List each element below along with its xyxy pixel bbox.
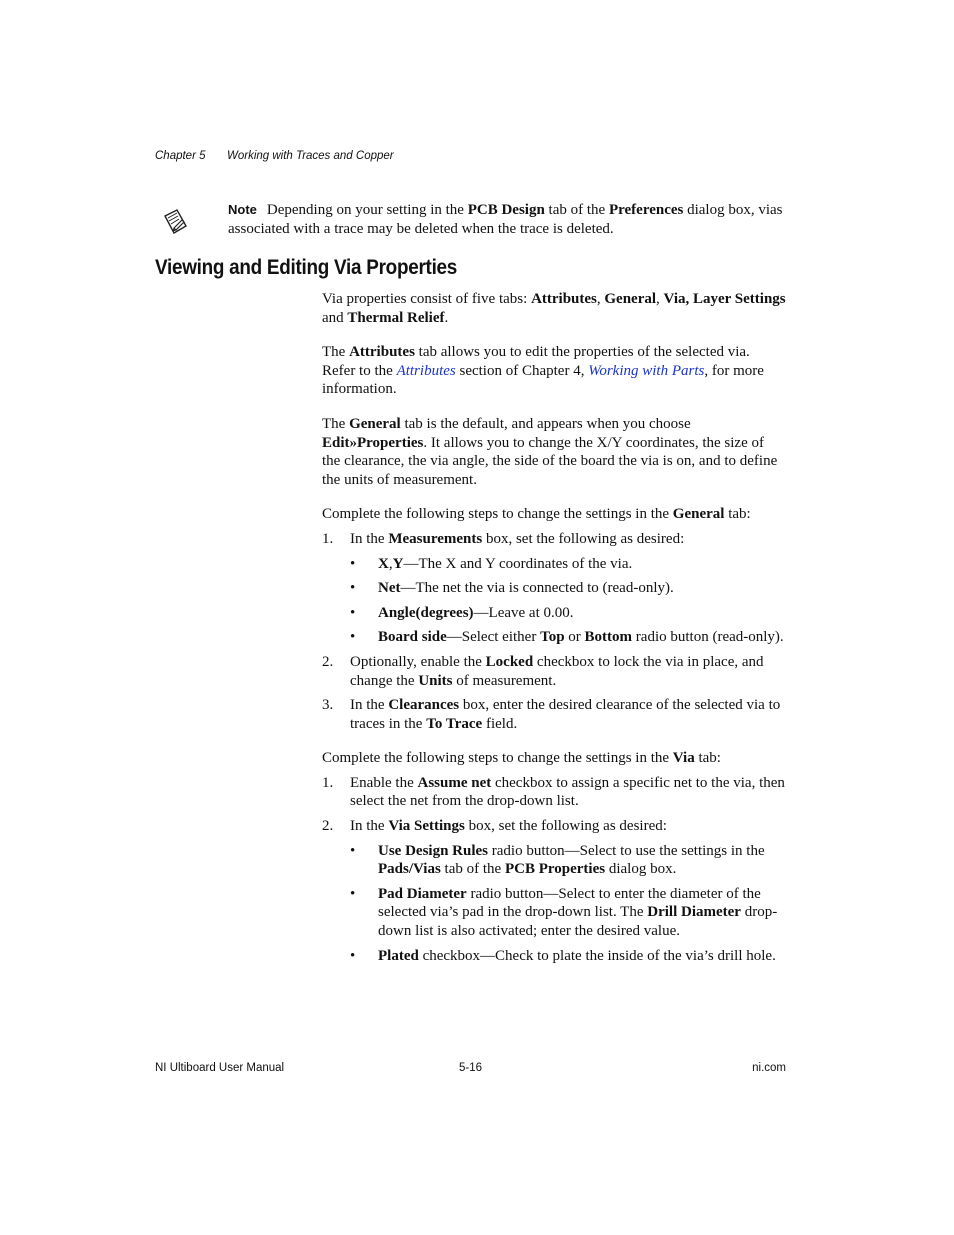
text: tab is the default, and appears when you choose	[400, 415, 691, 432]
text: ,	[388, 555, 393, 572]
list-item	[350, 579, 786, 598]
paragraph-via-steps-intro	[322, 749, 786, 768]
bold-text: Plated	[378, 947, 419, 964]
text: . It allows you to change the X/Y coordinates, the size of the clearance, the via angle, the side of the board the via is on, and to define the units of measurement.	[322, 434, 778, 488]
text: section of Chapter 4,	[455, 362, 589, 379]
text: ,	[656, 291, 664, 307]
bold-text: Via	[672, 750, 695, 767]
bold-text: Board side	[378, 629, 447, 646]
bold-text: General	[672, 506, 725, 523]
text: —Leave at 0.00.	[473, 604, 574, 621]
text: checkbox—Check to plate the inside of the via’s drill hole.	[418, 947, 776, 964]
step-number: 2.	[322, 653, 334, 670]
text: radio button—Select to use the settings in the	[488, 842, 765, 859]
bold-text: Edit»Properties	[322, 434, 424, 451]
bold-text: Via, Layer Settings	[663, 291, 786, 307]
bold-text: Drill Diameter	[647, 904, 741, 921]
text: In the	[350, 530, 389, 547]
text: radio button—Select to enter the diameter of the selected via’s pad in the drop-down list. The	[378, 885, 761, 921]
note-bold-preferences: Preferences	[608, 202, 684, 218]
list-item	[322, 653, 786, 690]
bold-text: Thermal Relief	[347, 309, 445, 326]
note-label: Note	[228, 202, 257, 217]
via-steps-list	[322, 774, 786, 965]
bold-text: General	[349, 415, 401, 432]
bullet: •	[350, 555, 356, 572]
paragraph-general-steps-intro	[322, 505, 786, 524]
text: field.	[482, 715, 518, 732]
text: checkbox to lock the via in place, and change the	[350, 653, 764, 689]
text: , for more information.	[322, 362, 764, 398]
step-number: 1.	[322, 530, 334, 547]
paragraph-attributes-tab	[322, 343, 786, 399]
bold-text: Clearances	[388, 697, 460, 714]
list-item	[350, 947, 786, 966]
text: —The net the via is connected to (read-only).	[400, 580, 674, 597]
list-item	[350, 555, 786, 574]
bold-text: Use Design Rules	[378, 842, 489, 859]
bullet: •	[350, 947, 356, 964]
text: Via properties consist of five tabs:	[322, 291, 532, 307]
text: Optionally, enable the	[350, 653, 486, 670]
bullet: •	[350, 885, 356, 902]
via-settings-bullets	[350, 842, 786, 966]
measurements-bullets	[350, 555, 786, 647]
section-title: Viewing and Editing Via Properties	[155, 256, 458, 279]
text: The	[322, 415, 350, 432]
list-item	[322, 696, 786, 733]
list-item	[350, 604, 786, 623]
note-text-2: tab of the	[544, 202, 609, 218]
text: .	[444, 309, 449, 326]
bold-text: Angle(degrees)	[378, 604, 474, 621]
bold-text: Via Settings	[388, 818, 465, 835]
bold-text: Locked	[485, 653, 534, 670]
text: Enable the	[350, 774, 418, 791]
text: checkbox to assign a specific net to the via, then select the net from the drop-down list.	[350, 774, 785, 810]
note-text-1: Depending on your setting in the	[266, 202, 468, 218]
text: of measurement.	[452, 672, 557, 689]
text: tab of the	[440, 861, 505, 878]
text: box, set the following as desired:	[482, 530, 685, 547]
bold-text: Pads/Vias	[378, 861, 441, 878]
list-item	[350, 628, 786, 647]
text: radio button (read-only).	[632, 629, 784, 646]
text: —Select either	[446, 629, 541, 646]
list-item	[322, 774, 786, 811]
bullet: •	[350, 629, 356, 646]
bold-text: Attributes	[531, 291, 597, 307]
text: In the	[350, 697, 389, 714]
text: drop-down list is also activated; enter the desired value.	[378, 904, 778, 940]
paragraph-general-tab	[322, 415, 786, 489]
text: tab:	[694, 750, 721, 767]
text: box, enter the desired clearance of the selected via to traces in the	[350, 697, 781, 732]
bold-text: PCB Properties	[504, 861, 606, 878]
list-item	[322, 817, 786, 965]
bold-text: Bottom	[584, 629, 633, 646]
text: Complete the following steps to change the settings in the	[322, 750, 673, 767]
note-paragraph	[228, 200, 788, 239]
text: and	[322, 309, 348, 326]
bullet: •	[350, 580, 356, 597]
bold-text: X	[378, 555, 389, 572]
header-title: Working with Traces and Copper	[227, 150, 394, 162]
bold-text: Y	[392, 555, 404, 572]
bold-text: General	[604, 291, 657, 307]
text: In the	[350, 818, 389, 835]
header-chapter: Chapter 5	[155, 150, 206, 162]
bold-text: Net	[378, 580, 401, 597]
bullet: •	[350, 604, 356, 621]
list-item	[322, 530, 786, 647]
text: The	[322, 344, 350, 361]
step-number: 3.	[322, 697, 334, 714]
bold-text: To Trace	[426, 715, 483, 732]
bold-text: Top	[540, 629, 565, 646]
paragraph-tabs-intro	[322, 290, 786, 327]
text: tab allows you to edit the properties of the selected via. Refer to the	[322, 344, 750, 379]
bullet: •	[350, 842, 356, 859]
note-text-3: dialog box, vias associated with a trace may be deleted when the trace is deleted.	[228, 202, 783, 237]
step-number: 1.	[322, 774, 334, 791]
bold-text: Attributes	[349, 344, 415, 361]
list-item	[350, 842, 786, 879]
text: —The X and Y coordinates of the via.	[403, 555, 633, 572]
step-number: 2.	[322, 818, 334, 835]
text: ,	[596, 291, 605, 307]
running-header	[155, 150, 394, 162]
bold-text: Pad Diameter	[378, 885, 467, 902]
working-with-parts-link[interactable]: Working with Parts	[588, 362, 705, 379]
text: box, set the following as desired:	[464, 818, 667, 835]
text: Complete the following steps to change the settings in the	[322, 506, 673, 523]
bold-text: Measurements	[388, 530, 483, 547]
bold-text: Assume net	[417, 774, 492, 791]
body-text	[322, 290, 786, 971]
page-number: 5-16	[459, 1062, 483, 1074]
bold-text: Units	[418, 672, 453, 689]
list-item	[350, 885, 786, 941]
note-bold-pcb-design: PCB Design	[467, 202, 545, 218]
attributes-link[interactable]: Attributes	[396, 362, 456, 379]
text: tab:	[724, 506, 751, 523]
footer-manual-title: NI Ultiboard User Manual	[155, 1062, 285, 1074]
text: dialog box.	[605, 861, 677, 878]
text: or	[564, 629, 585, 646]
pencil-note-icon	[160, 207, 190, 237]
footer-website: ni.com	[752, 1062, 786, 1074]
general-steps-list	[322, 530, 786, 733]
